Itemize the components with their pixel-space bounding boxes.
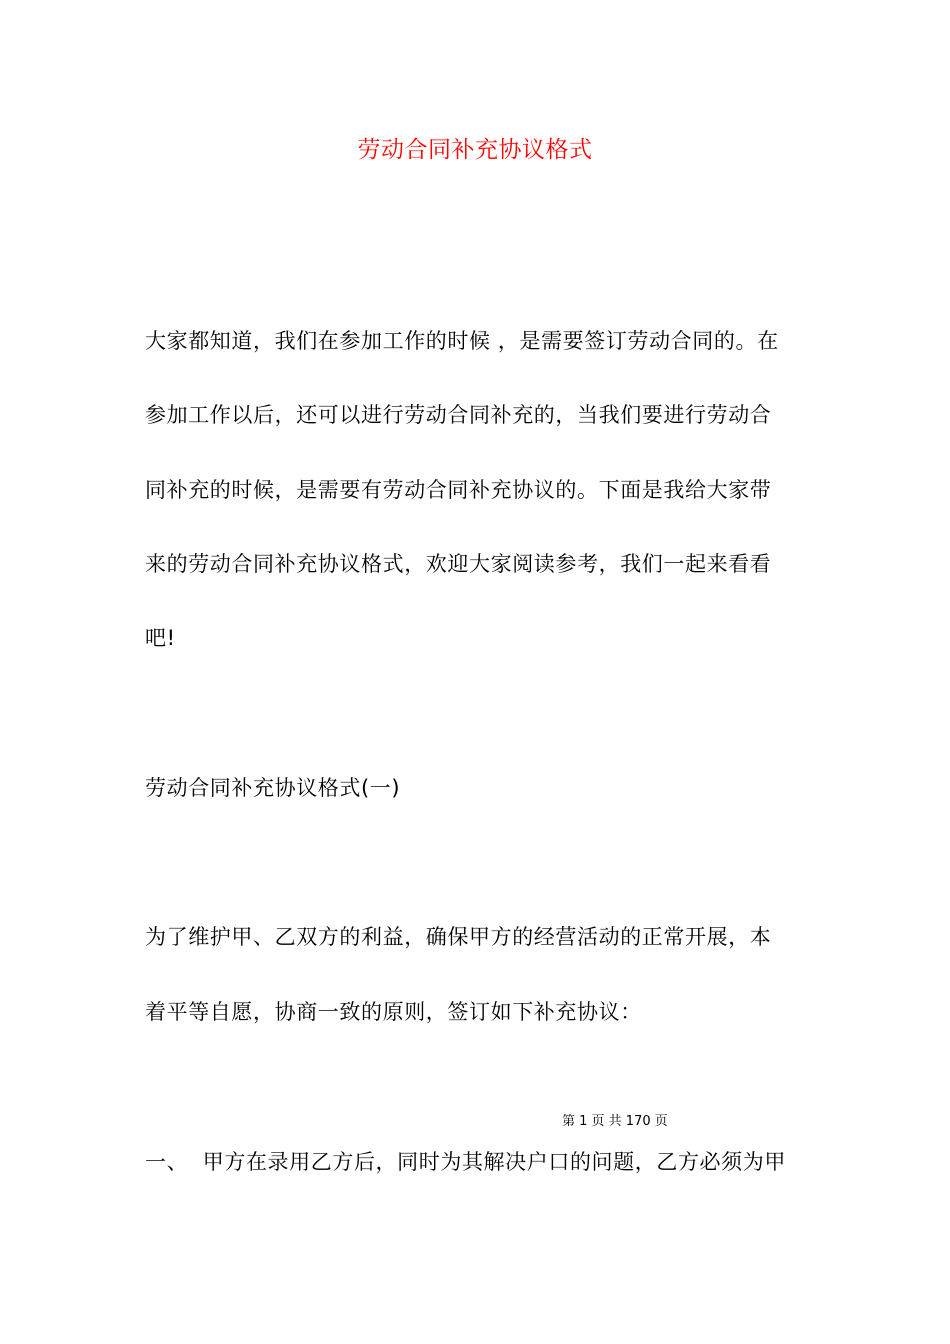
document-title: 劳动合同补充协议格式 <box>357 137 593 163</box>
intro-line-5: 吧! <box>145 626 176 650</box>
intro-line-4: 来的劳动合同补充协议格式，欢迎大家阅读参考，我们一起来看看 <box>145 552 772 576</box>
section-heading: 劳动合同补充协议格式(一) <box>145 776 401 800</box>
clause-1: 一、 甲方在录用乙方后，同时为其解决户口的问题，乙方必须为甲 <box>145 1150 786 1174</box>
page-footer: 第 1 页 共 170 页 <box>562 1114 668 1129</box>
intro-line-3: 同补充的时候，是需要有劳动合同补充协议的。下面是我给大家带 <box>145 478 772 502</box>
intro-line-1: 大家都知道，我们在参加工作的时候 ，是需要签订劳动合同的。在 <box>145 329 779 353</box>
body-line-2: 着平等自愿，协商一致的原则，签订如下补充协议： <box>145 1000 642 1024</box>
intro-line-2: 参加工作以后，还可以进行劳动合同补充的，当我们要进行劳动合 <box>145 403 772 427</box>
body-line-1: 为了维护甲、乙双方的利益，确保甲方的经营活动的正常开展，本 <box>145 925 772 949</box>
